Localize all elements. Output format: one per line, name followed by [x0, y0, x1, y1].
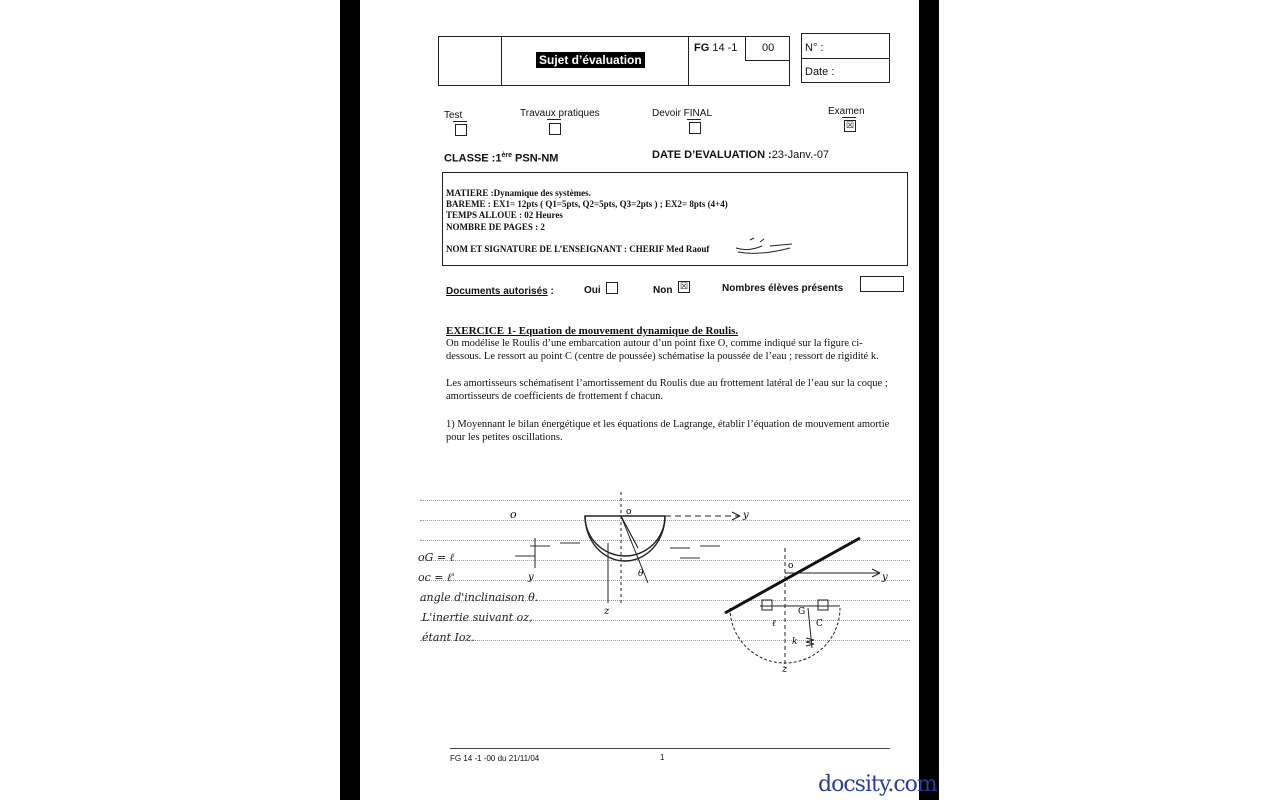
- form-revision: 00: [762, 42, 775, 54]
- note-angle: angle d'inclinaison θ.: [420, 591, 539, 604]
- svg-text:C: C: [816, 619, 823, 629]
- svg-text:o: o: [510, 508, 517, 521]
- type-tp-label: Travaux pratiques: [520, 108, 600, 119]
- type-devoir-overline: [687, 119, 701, 120]
- number-date-divider: [801, 58, 890, 59]
- note-etant: étant Ioz.: [422, 631, 475, 644]
- documents-label: Documents autorisés: [446, 286, 548, 297]
- svg-text:o: o: [788, 561, 794, 571]
- exercise-paragraph-1: On modélise le Roulis d’une embarcation autour d’un point fixe O, comme indiqué sur la figure ci-dessous. Le ressort au point C (centre de poussée) schématise la poussée de l’eau ; ressort de rigidité k.: [446, 338, 879, 362]
- type-tp-checkbox[interactable]: [549, 123, 561, 135]
- svg-text:o: o: [626, 507, 632, 517]
- oui-label: Oui: [584, 285, 601, 296]
- note-oc: oc = ℓ': [418, 571, 455, 584]
- non-checkbox[interactable]: [678, 281, 690, 293]
- class-label: CLASSE :1: [444, 152, 502, 165]
- teacher-signature-icon: [730, 234, 800, 256]
- question-1: 1) Moyennant le bilan énergétique et les équations de Lagrange, établir l’équation de mouvement amortie pour les petites oscillations.: [446, 419, 890, 443]
- type-test-checkbox[interactable]: [455, 124, 467, 136]
- eleves-input[interactable]: [860, 276, 904, 292]
- svg-text:y: y: [882, 572, 888, 583]
- type-examen-label: Examen: [828, 106, 865, 117]
- class-field: [444, 152, 558, 165]
- oui-checkbox[interactable]: [606, 282, 618, 294]
- number-label: N° :: [805, 42, 824, 54]
- date-label: Date :: [805, 66, 835, 78]
- class-value: PSN-NM: [511, 152, 559, 165]
- check-mark-icon: ☒: [845, 120, 855, 130]
- svg-text:y: y: [528, 572, 534, 583]
- document-title: Sujet d’évaluation: [536, 52, 645, 68]
- eval-date-label: DATE D’EVALUATION :: [652, 149, 772, 161]
- footer-rule: [450, 748, 890, 749]
- eval-date-value: 23-Janv.-07: [771, 149, 830, 161]
- form-code-value: 14 -1: [712, 42, 738, 54]
- exercise-title: EXERCICE 1- Equation de mouvement dynamique de Roulis.: [446, 325, 739, 337]
- footer-code: FG 14 -1 -00 du 21/11/04: [450, 754, 540, 763]
- enseignant-line: NOM ET SIGNATURE DE L’ENSEIGNANT : CHERIF Med Raouf: [446, 244, 710, 254]
- form-code: [694, 42, 737, 54]
- svg-text:y: y: [743, 510, 749, 521]
- page-number: 1: [660, 753, 665, 762]
- svg-text:θ: θ: [638, 569, 644, 579]
- note-og: oG = ℓ: [418, 551, 455, 564]
- type-devoir-checkbox[interactable]: [689, 122, 701, 134]
- page-border-left: [340, 0, 360, 800]
- eleves-label: Nombres élèves présents: [722, 283, 844, 294]
- exercise-paragraph-2: Les amortisseurs schématisent l’amortissement du Roulis due au frottement latéral de l’eau sur la coque ; amortisseurs de coefficients de frottement f chacun.: [446, 378, 888, 402]
- type-examen-checkbox[interactable]: [844, 120, 856, 132]
- svg-text:ℓ: ℓ: [772, 619, 776, 629]
- documents-field: [446, 286, 554, 297]
- pages-line: NOMBRE DE PAGES : 2: [446, 222, 545, 232]
- type-test-label: Test: [444, 110, 463, 121]
- type-examen-overline: [842, 117, 856, 118]
- svg-text:k: k: [792, 637, 798, 647]
- page-border-right: [919, 0, 939, 800]
- note-inertie: L'inertie suivant oz,: [422, 611, 533, 624]
- eval-date-field: [652, 149, 829, 161]
- roll-motion-figure: [420, 488, 910, 678]
- type-test-overline: [453, 121, 467, 122]
- temps-line: TEMPS ALLOUE : 02 Heures: [446, 210, 563, 220]
- class-sup: ère: [501, 152, 512, 159]
- type-devoir-label: Devoir FINAL: [652, 108, 713, 119]
- documents-colon: :: [547, 286, 554, 297]
- type-tp-overline: [547, 119, 561, 120]
- document-page: [360, 0, 919, 800]
- svg-text:G: G: [798, 607, 806, 617]
- form-code-label: FG: [694, 42, 710, 54]
- header-cell-logo: [438, 36, 502, 86]
- bareme-line: BAREME : EX1= 12pts ( Q1=5pts, Q2=5pts, Q3=2pts ) ; EX2= 8pts (4+4): [446, 199, 728, 209]
- svg-text:z: z: [604, 606, 610, 617]
- svg-text:z: z: [782, 664, 788, 675]
- check-mark-icon: ☒: [679, 281, 689, 291]
- non-label: Non: [653, 285, 673, 296]
- matiere-line: MATIERE :Dynamique des systèmes.: [446, 188, 591, 198]
- docsity-watermark: docsity.com: [818, 772, 937, 797]
